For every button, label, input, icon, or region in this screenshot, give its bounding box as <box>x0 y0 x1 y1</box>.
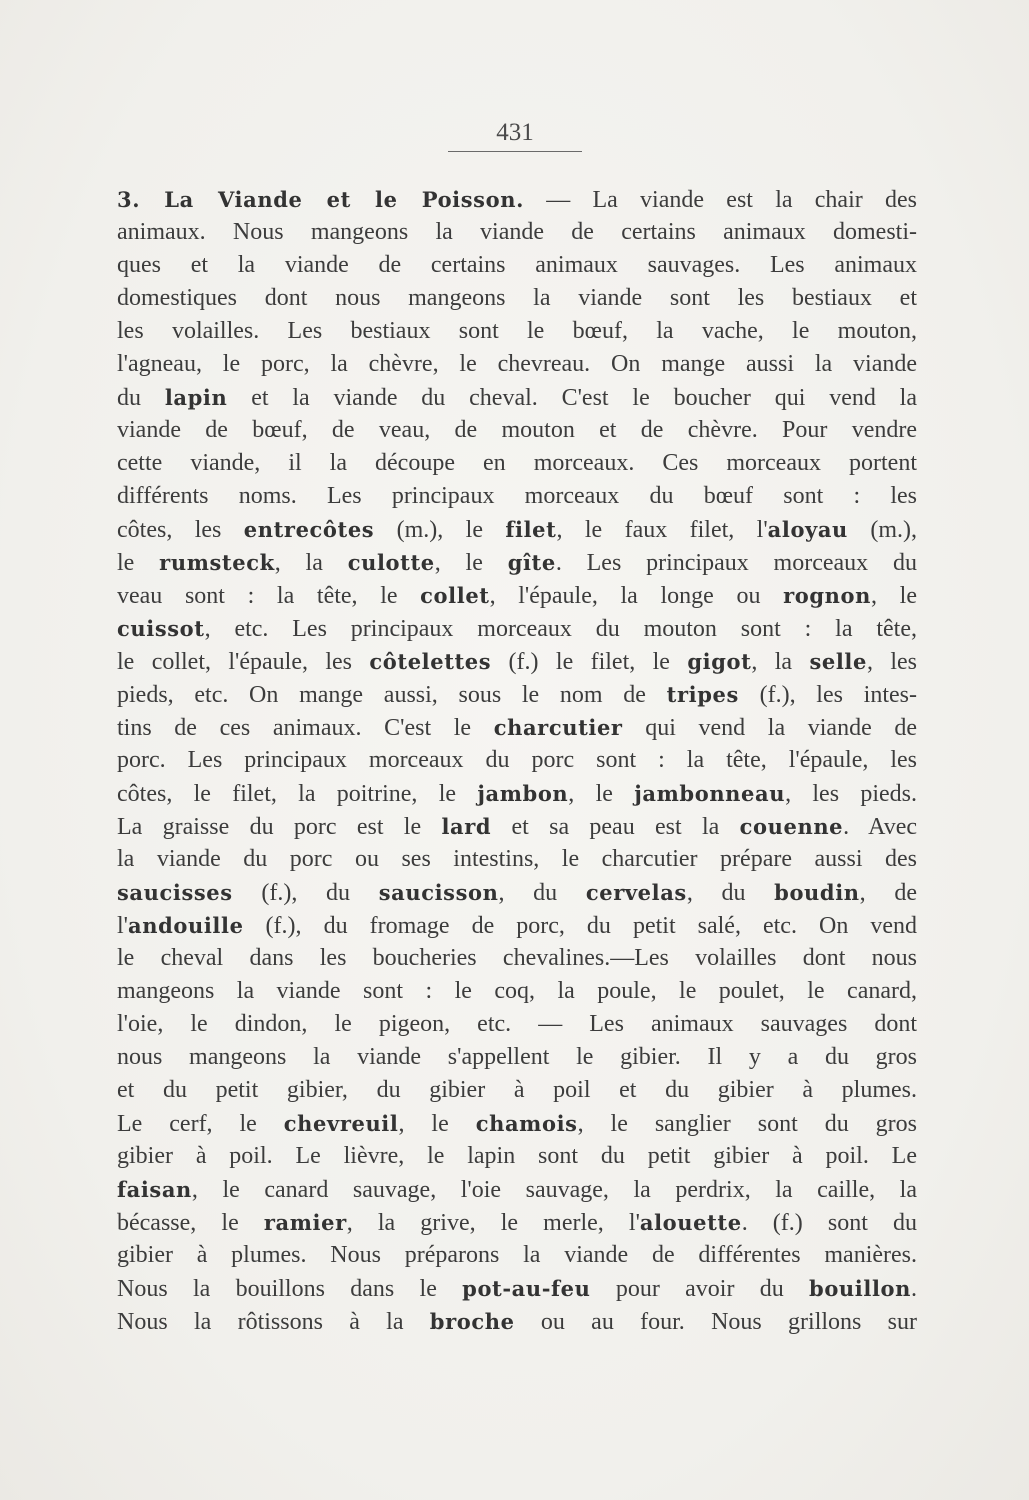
text-run: côtes, les <box>117 517 244 543</box>
text-run: , de <box>859 880 917 906</box>
body-text <box>117 183 917 1338</box>
text-run: , etc. Les principaux morceaux du mouton sont : la tête, <box>204 616 917 642</box>
bold-term: couenne <box>739 814 844 839</box>
bold-term: chamois <box>475 1111 578 1136</box>
bold-term: tripes <box>666 682 739 707</box>
bold-term: gîte <box>507 550 556 575</box>
text-run: cette viande, il la découpe en morceaux. Ces morceaux portent <box>117 450 917 476</box>
text-run: l' <box>117 913 128 939</box>
text-line <box>117 645 917 678</box>
text-run: ques et la viande de certains animaux sauvages. Les animaux <box>117 252 917 278</box>
bold-term: 3. La Viande et le Poisson. <box>117 187 524 212</box>
bold-term: selle <box>809 649 867 674</box>
bold-term: jambon <box>477 781 569 806</box>
bold-term: rumsteck <box>159 550 275 575</box>
text-line <box>117 1107 917 1140</box>
text-line <box>117 843 917 876</box>
text-line <box>117 513 917 546</box>
text-run: tins de ces animaux. C'est le <box>117 715 494 741</box>
page-number: 431 <box>496 119 534 146</box>
text-line <box>117 942 917 975</box>
text-run: l'agneau, le porc, la chèvre, le chevreau. On mange aussi la viande <box>117 351 917 377</box>
text-run: (f.), du fromage de porc, du petit salé, etc. On vend <box>243 913 917 939</box>
text-run: différents noms. Les principaux morceaux du bœuf sont : les <box>117 483 917 509</box>
text-line <box>117 1239 917 1272</box>
bold-term: aloyau <box>767 517 848 542</box>
text-run: , la <box>751 649 810 675</box>
bold-term: côtelettes <box>369 649 492 674</box>
bold-term: jambonneau <box>634 781 786 806</box>
bold-term: broche <box>429 1309 515 1334</box>
page-number-rule <box>448 151 582 152</box>
text-run: , le <box>568 781 635 807</box>
text-run: ou au four. Nous grillons sur <box>514 1309 918 1335</box>
text-line <box>117 1272 917 1305</box>
bold-term: lard <box>441 814 492 839</box>
text-line <box>117 381 917 414</box>
text-run: veau sont : la tête, le <box>117 583 421 609</box>
text-run: Le cerf, le <box>117 1111 284 1137</box>
text-run: (m.), le <box>374 517 506 543</box>
text-run: bécasse, le <box>117 1210 264 1236</box>
bold-term: chevreuil <box>283 1111 399 1136</box>
text-run: gibier à plumes. Nous préparons la viande de différentes manières. <box>117 1242 917 1268</box>
text-run: (f.), du <box>232 880 379 906</box>
text-run: Nous la bouillons dans le <box>117 1276 463 1302</box>
text-line <box>117 909 917 942</box>
text-run: — La viande est la chair des <box>523 187 917 213</box>
text-line <box>117 579 917 612</box>
text-run: , du <box>498 880 586 906</box>
text-run: pieds, etc. On mange aussi, sous le nom de <box>117 682 667 708</box>
text-line <box>117 216 917 249</box>
text-run: , le canard sauvage, l'oie sauvage, la perdrix, la caille, la <box>191 1177 917 1203</box>
text-run: , le <box>398 1111 476 1137</box>
bold-term: bouillon <box>809 1276 911 1301</box>
text-line <box>117 1305 917 1338</box>
text-line <box>117 282 917 315</box>
text-run: nous mangeons la viande s'appellent le gibier. Il y a du gros <box>117 1044 917 1070</box>
text-line <box>117 1206 917 1239</box>
text-run: . <box>911 1276 917 1302</box>
text-line <box>117 1041 917 1074</box>
bold-term: charcutier <box>493 715 623 740</box>
bold-term: lapin <box>164 385 228 410</box>
text-run: du <box>117 385 165 411</box>
text-run: mangeons la viande sont : le coq, la poule, le poulet, le canard, <box>117 978 917 1004</box>
text-line <box>117 447 917 480</box>
bold-term: saucisson <box>378 880 499 905</box>
text-run: la viande du porc ou ses intestins, le charcutier prépare aussi des <box>117 846 917 872</box>
text-run: le <box>117 550 160 576</box>
text-line <box>117 612 917 645</box>
text-run: (f.) le filet, le <box>491 649 688 675</box>
text-line <box>117 1074 917 1107</box>
text-run: et sa peau est la <box>491 814 740 840</box>
text-run: et du petit gibier, du gibier à poil et du gibier à plumes. <box>117 1077 917 1103</box>
text-run: (m.), <box>847 517 917 543</box>
bold-term: cervelas <box>585 880 687 905</box>
text-run: l'oie, le dindon, le pigeon, etc. — Les animaux sauvages dont <box>117 1011 917 1037</box>
bold-term: culotte <box>347 550 435 575</box>
text-run: porc. Les principaux morceaux du porc sont : la tête, l'épaule, les <box>117 747 917 773</box>
bold-term: gigot <box>687 649 752 674</box>
bold-term: andouille <box>128 913 244 938</box>
bold-term: cuissot <box>117 616 205 641</box>
text-run: (f.), les intes- <box>738 682 917 708</box>
text-run: La graisse du porc est le <box>117 814 442 840</box>
text-run: , le <box>871 583 917 609</box>
text-line <box>117 546 917 579</box>
text-run: les volailles. Les bestiaux sont le bœuf, la vache, le mouton, <box>117 318 917 344</box>
text-line <box>117 315 917 348</box>
text-run: , la grive, le merle, l' <box>346 1210 640 1236</box>
text-run: , du <box>686 880 775 906</box>
text-run: , l'épaule, la longe ou <box>489 583 784 609</box>
text-line <box>117 1008 917 1041</box>
text-run: , la <box>274 550 348 576</box>
text-run: pour avoir du <box>590 1276 810 1302</box>
bold-term: entrecôtes <box>243 517 375 542</box>
bold-term: collet <box>420 583 490 608</box>
text-line <box>117 744 917 777</box>
text-line <box>117 480 917 513</box>
text-run: domestiques dont nous mangeons la viande sont les bestiaux et <box>117 285 917 311</box>
text-run: le cheval dans les boucheries chevalines.—Les volailles dont nous <box>117 945 917 971</box>
text-line <box>117 348 917 381</box>
text-line <box>117 876 917 909</box>
text-run: , les pieds. <box>785 781 917 807</box>
bold-term: faisan <box>117 1177 192 1202</box>
text-run: . Avec <box>843 814 917 840</box>
text-run: animaux. Nous mangeons la viande de certains animaux domesti- <box>117 219 917 245</box>
text-run: et la viande du cheval. C'est le boucher qui vend la <box>227 385 917 411</box>
text-line <box>117 249 917 282</box>
text-run: qui vend la viande de <box>622 715 917 741</box>
bold-term: boudin <box>774 880 860 905</box>
text-run: Nous la rôtissons à la <box>117 1309 430 1335</box>
text-run: , les <box>866 649 918 675</box>
text-line <box>117 975 917 1008</box>
text-line <box>117 1140 917 1173</box>
bold-term: ramier <box>263 1210 347 1235</box>
text-line <box>117 183 917 216</box>
text-run: viande de bœuf, de veau, de mouton et de chèvre. Pour vendre <box>117 417 917 443</box>
text-line <box>117 777 917 810</box>
text-run: , le faux filet, l' <box>556 517 768 543</box>
text-run: . Les principaux morceaux du <box>555 550 917 576</box>
bold-term: saucisses <box>117 880 233 905</box>
text-run: le collet, l'épaule, les <box>117 649 370 675</box>
text-line <box>117 810 917 843</box>
bold-term: alouette <box>639 1210 742 1235</box>
text-run: gibier à poil. Le lièvre, le lapin sont du petit gibier à poil. Le <box>117 1143 917 1169</box>
bold-term: filet <box>505 517 557 542</box>
text-line <box>117 711 917 744</box>
text-line <box>117 678 917 711</box>
text-line <box>117 1173 917 1206</box>
text-line <box>117 414 917 447</box>
text-run: , le sanglier sont du gros <box>577 1111 918 1137</box>
text-run: , le <box>434 550 508 576</box>
bold-term: pot-au-feu <box>462 1276 591 1301</box>
text-run: . (f.) sont du <box>741 1210 918 1236</box>
bold-term: rognon <box>783 583 872 608</box>
text-run: côtes, le filet, la poitrine, le <box>117 781 478 807</box>
